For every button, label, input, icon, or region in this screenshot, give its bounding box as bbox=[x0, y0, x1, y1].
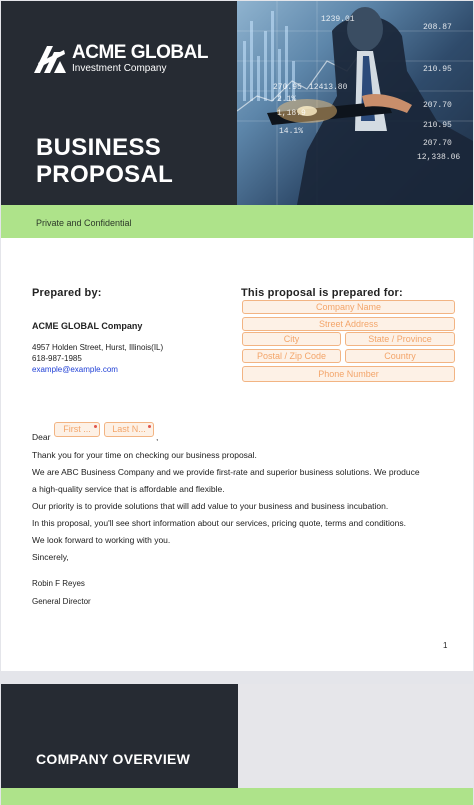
overview-dark-panel bbox=[1, 684, 238, 788]
company-name-field[interactable]: Company Name bbox=[242, 300, 455, 314]
brand-name: ACME GLOBAL bbox=[72, 42, 208, 63]
city-field[interactable]: City bbox=[242, 332, 341, 346]
ticker-value: 210.95 bbox=[423, 121, 452, 130]
letter-line: Sincerely, bbox=[32, 552, 69, 562]
ticker-value: 207.70 bbox=[423, 139, 452, 148]
letter-line: In this proposal, you'll see short information about our services, pricing quote, terms and conditions. bbox=[32, 518, 406, 528]
sender-address: 4957 Holden Street, Hurst, Illinois(IL) bbox=[32, 343, 164, 352]
ticker-value: 210.95 bbox=[423, 65, 452, 74]
ticker-value: 207.70 bbox=[423, 101, 452, 110]
sender-phone: 618-987-1985 bbox=[32, 354, 82, 363]
letter-line: We look forward to working with you. bbox=[32, 535, 171, 545]
ticker-value: 12413.80 bbox=[309, 83, 348, 92]
postal-code-field[interactable]: Postal / Zip Code bbox=[242, 349, 341, 363]
first-name-field[interactable]: First ... bbox=[54, 422, 100, 437]
country-field[interactable]: Country bbox=[345, 349, 455, 363]
overview-green-band bbox=[1, 788, 473, 805]
company-overview-title: COMPANY OVERVIEW bbox=[36, 751, 191, 767]
acme-logo-icon bbox=[34, 44, 66, 74]
prepared-by-heading: Prepared by: bbox=[32, 287, 102, 299]
ticker-value: 2.1% bbox=[277, 95, 297, 104]
ticker-value: 270.95 bbox=[273, 83, 302, 92]
confidential-label: Private and Confidential bbox=[36, 218, 132, 228]
street-address-field[interactable]: Street Address bbox=[242, 317, 455, 331]
proposal-page-1 bbox=[1, 1, 473, 671]
brand-logo bbox=[34, 43, 208, 75]
businessman-tablet-photo bbox=[237, 1, 473, 205]
salutation-comma: , bbox=[156, 432, 159, 442]
letter-line: Thank you for your time on checking our business proposal. bbox=[32, 450, 257, 460]
phone-number-field[interactable]: Phone Number bbox=[242, 366, 455, 382]
signer-title: General Director bbox=[32, 597, 91, 606]
cover-title-line: BUSINESS bbox=[36, 134, 162, 161]
cover-title bbox=[36, 134, 226, 188]
ticker-value: 208.87 bbox=[423, 23, 452, 32]
last-name-field[interactable]: Last N... bbox=[104, 422, 154, 437]
overview-light-panel bbox=[238, 684, 473, 788]
prepared-for-heading: This proposal is prepared for: bbox=[241, 287, 403, 299]
letter-line: a high-quality service that is affordable and flexible. bbox=[32, 484, 225, 494]
proposal-page-2 bbox=[1, 684, 473, 805]
letter-line: Our priority is to provide solutions that will add value to your business and business incubation. bbox=[32, 501, 389, 511]
page-number: 1 bbox=[443, 641, 448, 650]
signer-name: Robin F Reyes bbox=[32, 579, 85, 588]
state-field[interactable]: State / Province bbox=[345, 332, 455, 346]
brand-tagline: Investment Company bbox=[72, 63, 167, 74]
ticker-value: 14.1% bbox=[279, 127, 304, 136]
letter-line: We are ABC Business Company and we provide first-rate and superior business solutions. We produce bbox=[32, 467, 420, 477]
ticker-value: 1239.01 bbox=[321, 15, 355, 24]
cover-header bbox=[1, 1, 473, 205]
ticker-value: 12,338.06 bbox=[417, 153, 461, 162]
sender-company: ACME GLOBAL Company bbox=[32, 321, 143, 331]
sender-email-link[interactable]: example@example.com bbox=[32, 365, 118, 374]
cover-title-line: PROPOSAL bbox=[36, 161, 174, 188]
salutation: Dear bbox=[32, 432, 51, 442]
confidential-band bbox=[1, 205, 473, 238]
ticker-value: 1,18.9 bbox=[277, 109, 306, 118]
